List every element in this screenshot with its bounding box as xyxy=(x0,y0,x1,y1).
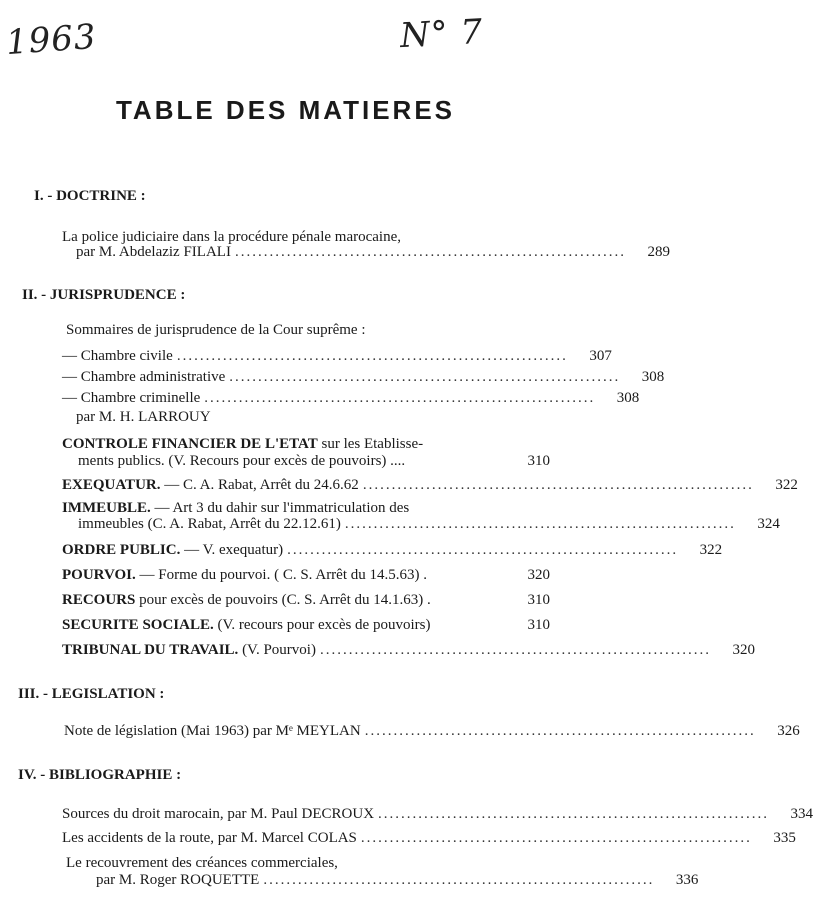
entry-controle xyxy=(78,453,550,470)
entry-keyword: TRIBUNAL DU TRAVAIL. xyxy=(62,642,239,658)
doctrine-entry xyxy=(76,244,670,261)
page-title: TABLE DES MATIERES xyxy=(115,95,456,125)
entry-text xyxy=(62,542,283,559)
jurisprudence-entry-criminelle xyxy=(62,390,640,407)
entry-detail: (V. Pourvoi) xyxy=(238,642,316,658)
leader-dots xyxy=(427,567,510,584)
leader-dots: .................................................................... xyxy=(229,369,621,385)
entry-text: Les accidents de la route, par M. Marcel COLAS xyxy=(62,830,357,846)
entry-text xyxy=(62,567,427,584)
entry-keyword: EXEQUATUR. xyxy=(62,477,161,493)
leader-dots: .................................................................... xyxy=(344,516,736,532)
page-number: 310 xyxy=(527,617,550,633)
entry-tribunal-travail xyxy=(62,642,755,659)
entry-text xyxy=(62,477,359,494)
leader-dots: .................................................................... xyxy=(362,477,754,493)
entry-immeuble-line1 xyxy=(62,500,409,517)
section-heading-jurisprudence: II. - JURISPRUDENCE : xyxy=(22,287,186,303)
section-heading-bibliographie: IV. - BIBLIOGRAPHIE : xyxy=(18,767,182,783)
leader-dots: .................................................................... xyxy=(234,244,626,260)
jurisprudence-author: par M. H. LARROUY xyxy=(76,409,211,425)
page-number: 320 xyxy=(527,567,550,583)
entry-text: — Chambre criminelle xyxy=(62,390,201,406)
section-heading-legislation: III. - LEGISLATION : xyxy=(18,686,165,702)
entry-immeuble xyxy=(78,516,780,533)
leader-dots: .................................................................... xyxy=(263,872,655,888)
entry-detail: — C. A. Rabat, Arrêt du 24.6.62 xyxy=(160,477,359,493)
page-number: 320 xyxy=(732,642,755,658)
entry-text: Note de législation (Mai 1963) par Mᵉ MEYLAN xyxy=(64,723,361,739)
leader-dots: .................................................................... xyxy=(204,390,596,406)
leader-dots: .................................................................... xyxy=(378,806,770,822)
bibliographie-entry-colas xyxy=(62,830,796,847)
leader-dots: .................................................................... xyxy=(176,348,568,364)
section-heading-doctrine: I. - DOCTRINE : xyxy=(34,188,146,204)
page-number: 322 xyxy=(699,542,723,558)
entry-pourvoi xyxy=(62,567,550,584)
entry-keyword: RECOURS xyxy=(62,592,136,608)
leader-dots: .................................................................... xyxy=(287,542,679,558)
entry-detail: (V. recours pour excès de pouvoirs) xyxy=(213,617,431,633)
handwritten-year: 1963 xyxy=(4,16,98,64)
page-number: 308 xyxy=(616,390,640,406)
leader-dots xyxy=(431,592,510,609)
page-number: 310 xyxy=(527,592,550,608)
jurisprudence-entry-civile xyxy=(62,348,612,365)
leader-dots xyxy=(430,617,510,634)
leader-dots: .................................................................... xyxy=(364,723,756,739)
page-number: 322 xyxy=(775,477,798,493)
entry-text: — Art 3 du dahir sur l'immatriculation des xyxy=(150,500,410,516)
leader-dots: .................................................................... xyxy=(319,642,711,658)
handwritten-issue-number: N° 7 xyxy=(399,11,485,57)
bibliographie-entry-decroux xyxy=(62,806,813,823)
jurisprudence-intro: Sommaires de jurisprudence de la Cour suprême : xyxy=(66,322,366,338)
entry-detail: — Forme du pourvoi. ( C. S. Arrêt du 14.5.63) . xyxy=(135,567,427,583)
entry-text xyxy=(62,592,431,609)
bibliographie-entry-roquette-line1: Le recouvrement des créances commerciales, xyxy=(66,855,338,871)
page-number: 334 xyxy=(790,806,813,822)
page-number: 336 xyxy=(675,872,699,888)
entry-securite-sociale xyxy=(62,617,550,634)
page-number: 335 xyxy=(773,830,796,846)
entry-keyword: CONTROLE FINANCIER DE L'ETAT xyxy=(62,436,318,452)
entry-text: sur les Etablisse- xyxy=(317,436,424,452)
entry-text: ments publics. (V. Recours pour excès de pouvoirs) .... xyxy=(78,453,406,469)
doctrine-entry-line1: La police judiciaire dans la procédure pénale marocaine, xyxy=(62,229,401,245)
entry-exequatur xyxy=(62,477,798,494)
entry-text xyxy=(62,642,316,659)
entry-text: — Chambre civile xyxy=(62,348,173,364)
jurisprudence-entry-administrative xyxy=(62,369,665,386)
bibliographie-entry-roquette xyxy=(96,872,699,889)
entry-keyword: IMMEUBLE. xyxy=(62,500,151,516)
page-number: 289 xyxy=(647,244,670,260)
entry-text xyxy=(62,617,430,634)
legislation-entry xyxy=(64,723,800,740)
entry-detail: pour excès de pouvoirs (C. S. Arrêt du 14.1.63) . xyxy=(135,592,431,608)
entry-text: Sources du droit marocain, par M. Paul DECROUX xyxy=(62,806,375,822)
entry-keyword: SECURITE SOCIALE. xyxy=(62,617,214,633)
leader-dots xyxy=(405,453,510,470)
page-number: 310 xyxy=(527,453,550,469)
entry-keyword: ORDRE PUBLIC. xyxy=(62,542,181,558)
entry-text: par M. Roger ROQUETTE xyxy=(96,872,260,888)
entry-ordre-public xyxy=(62,542,723,559)
entry-keyword: POURVOI. xyxy=(62,567,136,583)
page-number: 307 xyxy=(589,348,612,364)
entry-text: immeubles (C. A. Rabat, Arrêt du 22.12.61) xyxy=(78,516,341,532)
leader-dots: .................................................................... xyxy=(360,830,752,846)
entry-text: — Chambre administrative xyxy=(62,369,226,385)
page-number: 324 xyxy=(757,516,780,532)
entry-text: par M. Abdelaziz FILALI xyxy=(76,244,231,260)
page-number: 326 xyxy=(777,723,800,739)
entry-controle-line1 xyxy=(62,436,423,453)
entry-recours xyxy=(62,592,550,609)
page-number: 308 xyxy=(641,369,665,385)
entry-detail: — V. exequatur) xyxy=(180,542,284,558)
